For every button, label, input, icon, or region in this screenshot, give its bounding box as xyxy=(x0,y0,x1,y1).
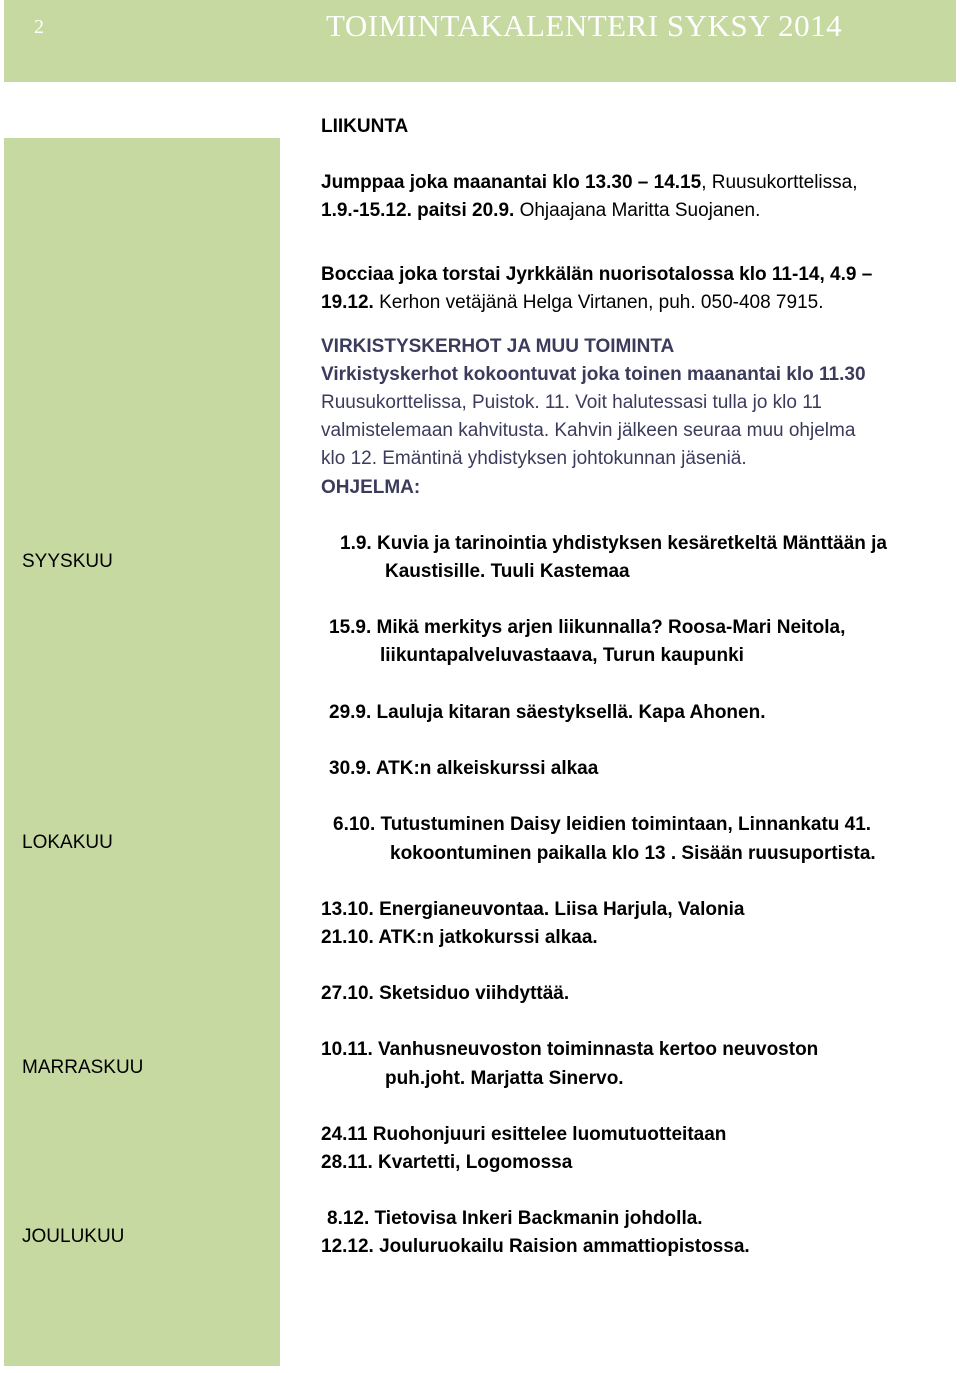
header-banner xyxy=(4,0,956,82)
event-2-line-2: liikuntapalveluvastaava, Turun kaupunki xyxy=(380,645,744,666)
event-10: 24.11 Ruohonjuuri esittelee luomutuotteitaan xyxy=(321,1124,727,1145)
month-lokakuu: LOKAKUU xyxy=(22,832,113,853)
month-marraskuu: MARRASKUU xyxy=(22,1057,144,1078)
month-syyskuu: SYYSKUU xyxy=(22,551,113,572)
virkistys-line-2: Ruusukorttelissa, Puistok. 11. Voit halutessasi tulla jo klo 11 xyxy=(321,392,822,413)
page-title: TOIMINTAKALENTERI SYKSY 2014 xyxy=(326,8,843,43)
page-number: 2 xyxy=(34,16,44,38)
jumppa-line-2 xyxy=(321,200,760,222)
virkistys-heading: VIRKISTYSKERHOT JA MUU TOIMINTA xyxy=(321,336,675,357)
event-12: 8.12. Tietovisa Inkeri Backmanin johdolla. xyxy=(327,1208,703,1229)
event-7: 21.10. ATK:n jatkokurssi alkaa. xyxy=(321,927,598,948)
boccia-line-2-bold: 19.12. xyxy=(321,292,374,313)
jumppa-line-1 xyxy=(321,172,858,194)
event-1-line-1: 1.9. Kuvia ja tarinointia yhdistyksen kesäretkeltä Mänttään ja xyxy=(340,533,887,554)
event-8: 27.10. Sketsiduo viihdyttää. xyxy=(321,983,570,1004)
virkistys-line-3: valmistelemaan kahvitusta. Kahvin jälkeen seuraa muu ohjelma xyxy=(321,420,856,441)
boccia-line-1: Bocciaa joka torstai Jyrkkälän nuorisotalossa klo 11-14, 4.9 – xyxy=(321,264,873,285)
event-1-line-2: Kaustisille. Tuuli Kastemaa xyxy=(385,561,630,582)
month-sidebar xyxy=(4,138,280,1366)
liikunta-heading: LIIKUNTA xyxy=(321,116,409,137)
event-3: 29.9. Lauluja kitaran säestyksellä. Kapa Ahonen. xyxy=(329,702,766,723)
event-5-line-2: kokoontuminen paikalla klo 13 . Sisään ruusuportista. xyxy=(390,843,876,864)
boccia-line-2 xyxy=(321,292,823,314)
event-13: 12.12. Jouluruokailu Raision ammattiopistossa. xyxy=(321,1236,750,1257)
event-9-line-1: 10.11. Vanhusneuvoston toiminnasta kertoo neuvoston xyxy=(321,1039,819,1060)
event-11: 28.11. Kvartetti, Logomossa xyxy=(321,1152,573,1173)
jumppa-line-2-rest: Ohjaajana Maritta Suojanen. xyxy=(514,200,761,221)
event-5-line-1: 6.10. Tutustuminen Daisy leidien toimintaan, Linnankatu 41. xyxy=(333,814,872,835)
event-9-line-2: puh.joht. Marjatta Sinervo. xyxy=(385,1068,624,1089)
month-joulukuu: JOULUKUU xyxy=(22,1226,125,1247)
event-2-line-1: 15.9. Mikä merkitys arjen liikunnalla? Roosa-Mari Neitola, xyxy=(329,617,846,638)
jumppa-line-1-rest: , Ruusukorttelissa, xyxy=(701,172,858,193)
event-4: 30.9. ATK:n alkeiskurssi alkaa xyxy=(329,758,599,779)
jumppa-line-2-bold: 1.9.-15.12. paitsi 20.9. xyxy=(321,200,515,221)
virkistys-line-1: Virkistyskerhot kokoontuvat joka toinen maanantai klo 11.30 xyxy=(321,364,866,385)
ohjelma-heading: OHJELMA: xyxy=(321,477,421,498)
jumppa-line-1-bold: Jumppaa joka maanantai klo 13.30 – 14.15 xyxy=(321,172,702,193)
boccia-line-2-rest: Kerhon vetäjänä Helga Virtanen, puh. 050-408 7915. xyxy=(373,292,824,313)
event-6: 13.10. Energianeuvontaa. Liisa Harjula, Valonia xyxy=(321,899,745,920)
virkistys-line-4: klo 12. Emäntinä yhdistyksen johtokunnan jäseniä. xyxy=(321,448,747,469)
